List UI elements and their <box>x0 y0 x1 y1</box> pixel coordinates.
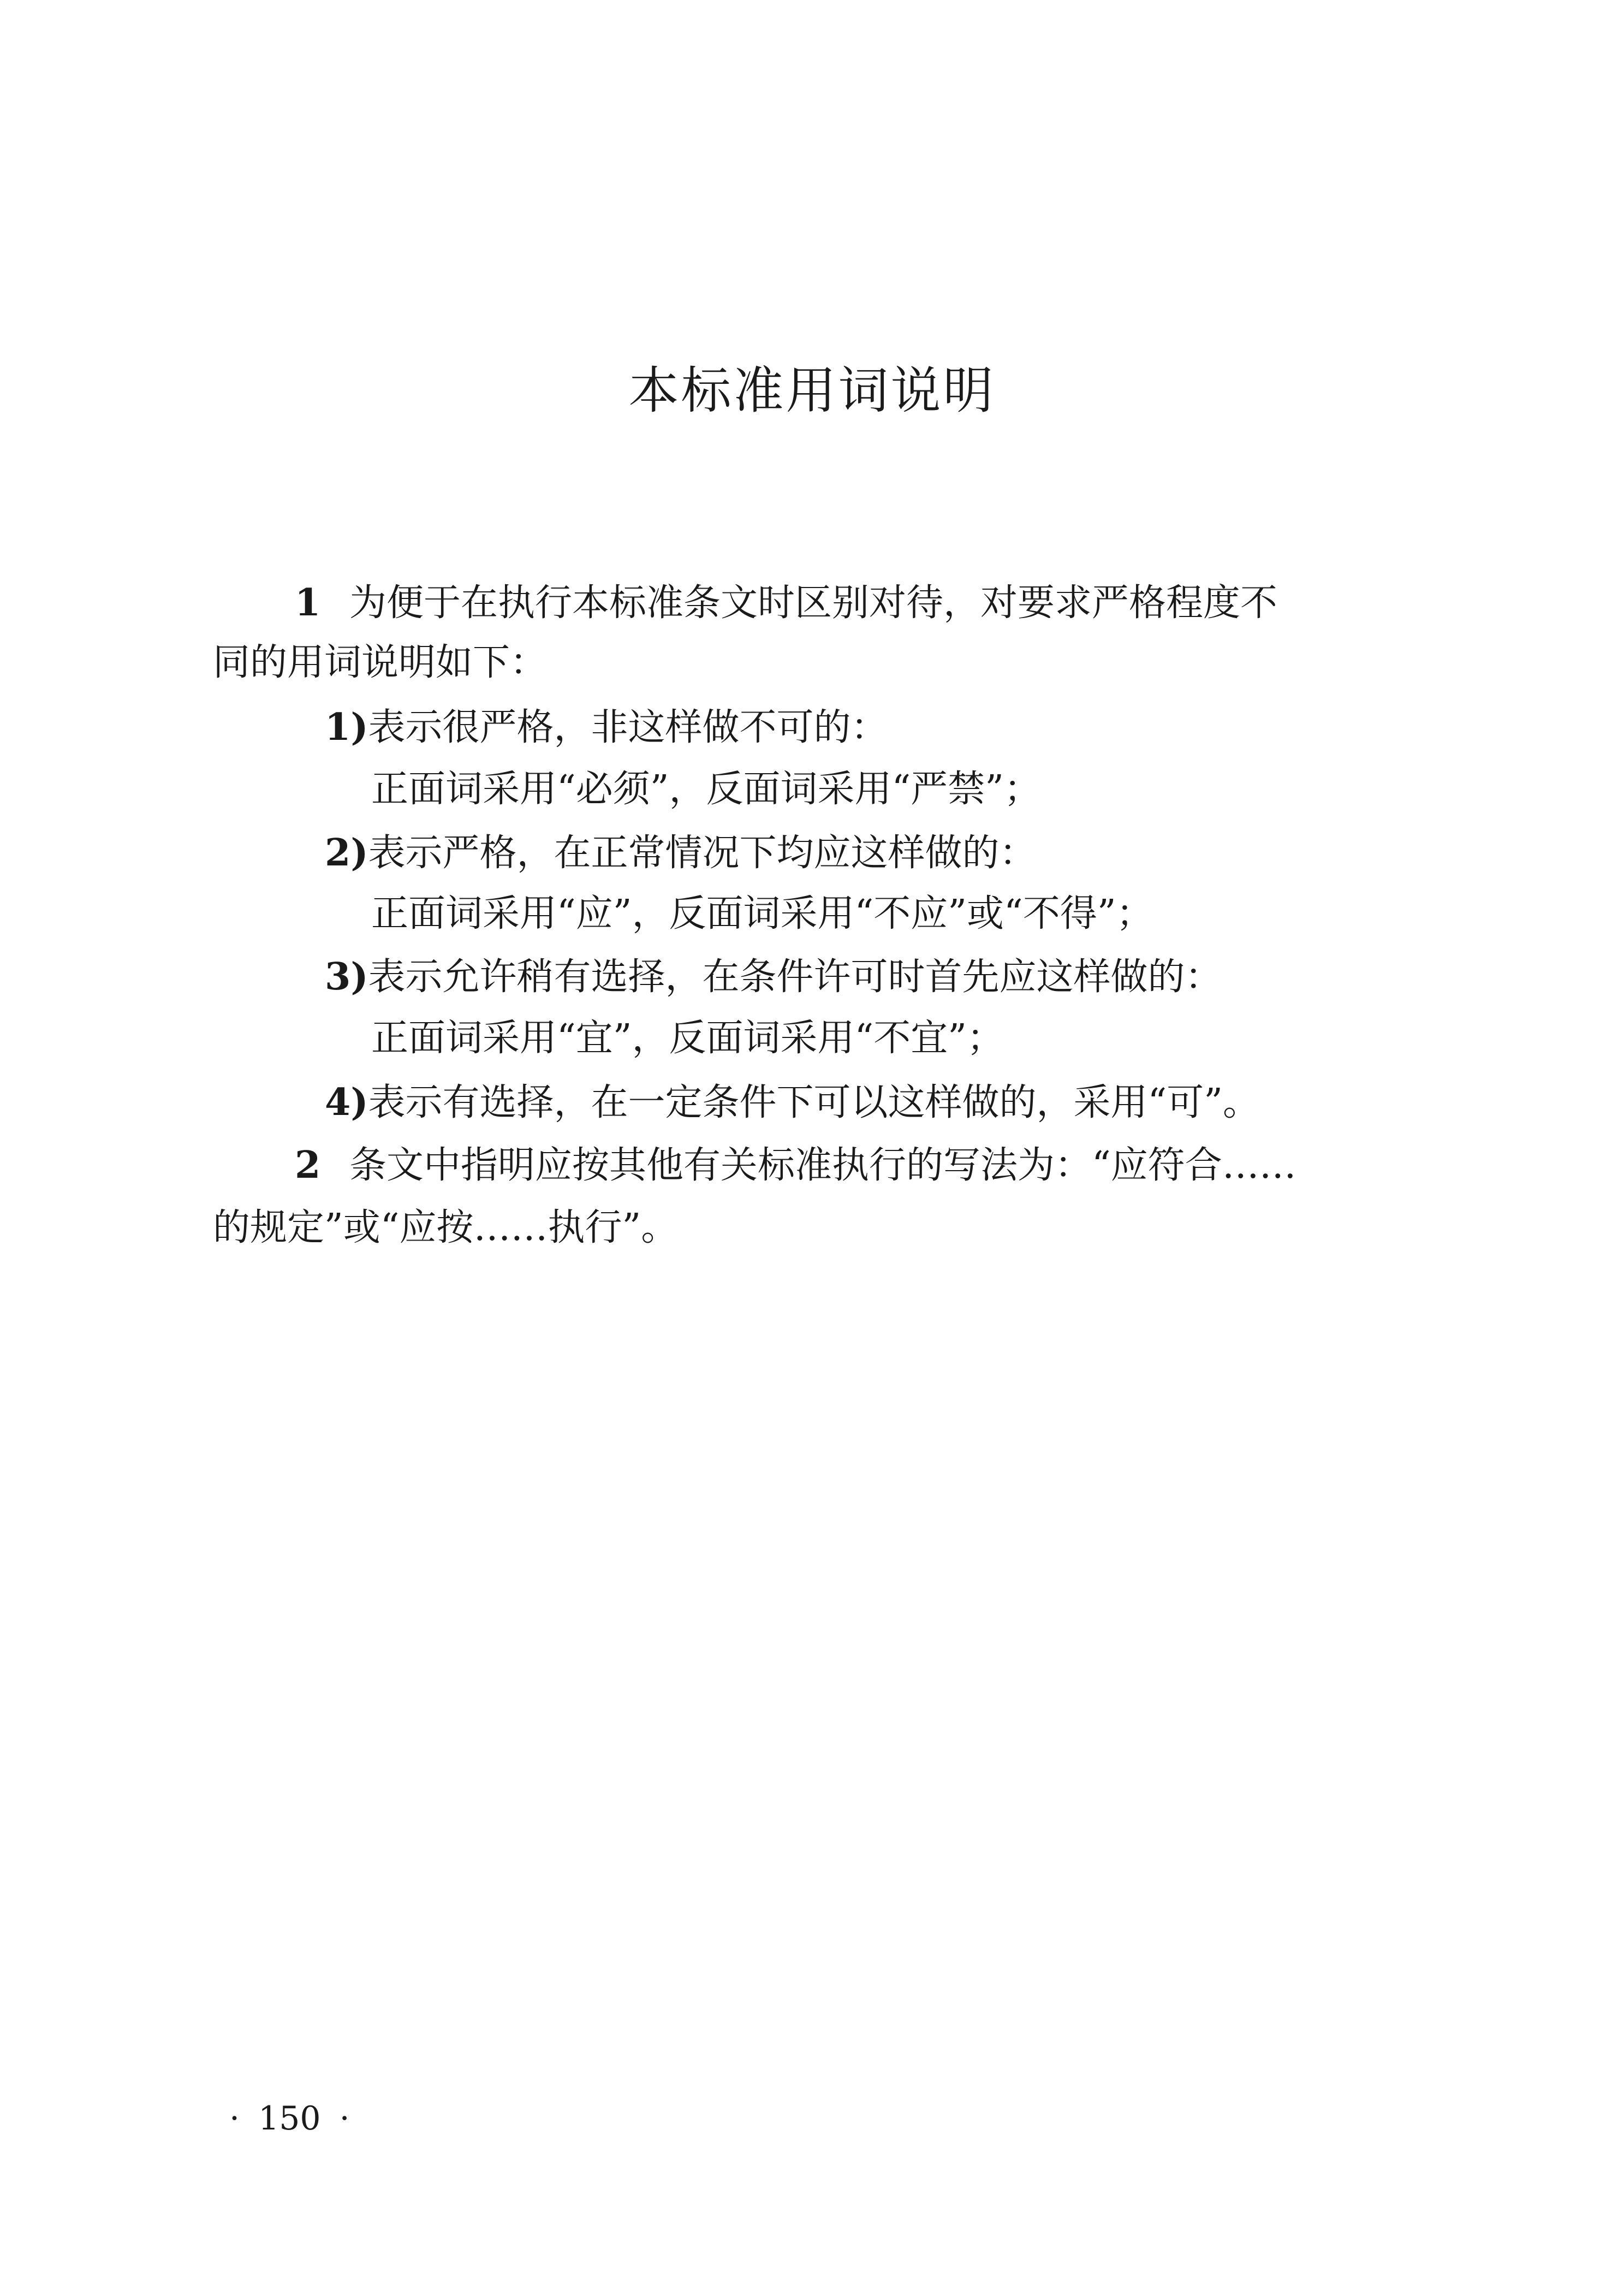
page-number-dot-right: · <box>339 2099 350 2138</box>
page-number <box>229 2099 350 2138</box>
list-item-3-detail: 正面词采用“宜”，反面词采用“不宜”； <box>371 1017 1004 1060</box>
page-number-dot-left: · <box>229 2099 240 2138</box>
clause-1-number: 1 <box>295 581 321 625</box>
list-item-2-marker: 2) <box>325 831 368 875</box>
page-title: 本标准用词说明 <box>628 361 996 420</box>
clause-2-number: 2 <box>295 1143 321 1187</box>
list-item-2-detail: 正面词采用“应”，反面词采用“不应”或“不得”； <box>371 892 1153 935</box>
list-item-3-marker: 3) <box>325 955 368 999</box>
clause-1-line-1 <box>295 581 1278 625</box>
clause-2-line-1 <box>295 1143 1296 1187</box>
list-item-2-head-text: 表示严格，在正常情况下均应这样做的： <box>368 832 1037 875</box>
list-item-1-marker: 1) <box>325 705 368 749</box>
list-item-1-head <box>325 705 888 749</box>
clause-1-text-line-1: 为便于在执行本标准条文时区别对待，对要求严格程度不 <box>349 582 1278 625</box>
list-item-1-head-text: 表示很严格，非这样做不可的： <box>368 706 888 749</box>
list-item-4-marker: 4) <box>325 1081 368 1124</box>
list-item-3-head-text: 表示允许稍有选择，在条件许可时首先应这样做的： <box>368 956 1222 999</box>
list-item-1-detail: 正面词采用“必须”，反面词采用“严禁”； <box>371 768 1042 811</box>
list-item-3-head <box>325 955 1222 999</box>
page-number-value: 150 <box>258 2099 321 2138</box>
clause-2-text-line-1: 条文中指明应按其他有关标准执行的写法为：“应符合…… <box>349 1144 1296 1187</box>
clause-2-line-2: 的规定”或“应按……执行”。 <box>213 1206 679 1249</box>
list-item-2-head <box>325 831 1037 875</box>
clause-1-line-2: 同的用词说明如下： <box>213 641 548 684</box>
list-item-4-head-text: 表示有选择，在一定条件下可以这样做的，采用“可”。 <box>368 1081 1260 1124</box>
list-item-4-head <box>325 1081 1260 1124</box>
